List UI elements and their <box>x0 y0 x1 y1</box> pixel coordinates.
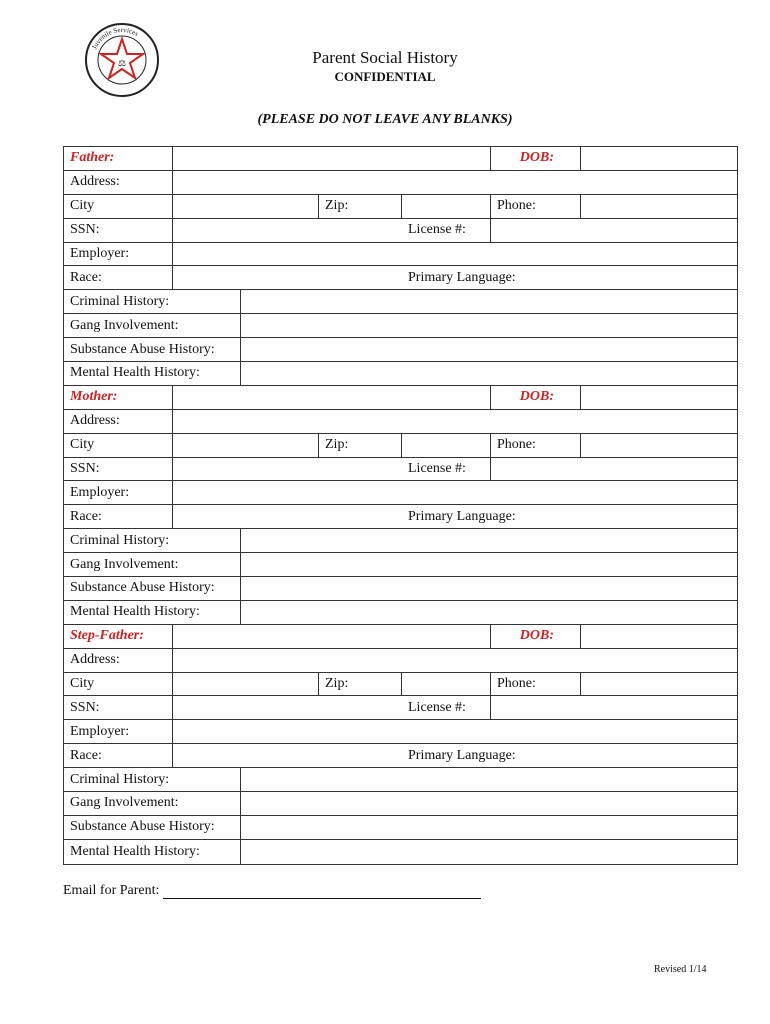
section-title: Father: <box>64 147 173 170</box>
ssn-row <box>64 219 737 243</box>
city-field[interactable] <box>173 434 319 457</box>
dob-label: DOB: <box>491 386 581 409</box>
section-header-row <box>64 386 737 410</box>
substance-abuse-row <box>64 577 737 601</box>
parent-history-form <box>63 146 738 865</box>
address-label: Address: <box>64 410 173 433</box>
dob-field[interactable] <box>581 147 737 170</box>
primary-language-field[interactable] <box>581 744 737 767</box>
race-label: Race: <box>64 505 173 528</box>
name-field[interactable] <box>173 147 491 170</box>
phone-label: Phone: <box>491 434 581 457</box>
phone-label: Phone: <box>491 673 581 696</box>
substance-abuse-label: Substance Abuse History: <box>64 338 241 361</box>
name-field[interactable] <box>173 625 491 648</box>
primary-language-label: Primary Language: <box>408 269 516 285</box>
employer-label: Employer: <box>64 243 173 266</box>
license-field[interactable] <box>491 696 737 719</box>
criminal-history-field[interactable] <box>241 768 737 791</box>
gang-involvement-label: Gang Involvement: <box>64 792 241 815</box>
criminal-history-row <box>64 290 737 314</box>
race-row <box>64 266 737 290</box>
substance-abuse-label: Substance Abuse History: <box>64 816 241 839</box>
employer-field[interactable] <box>173 481 737 504</box>
criminal-history-field[interactable] <box>241 529 737 552</box>
employer-field[interactable] <box>173 720 737 743</box>
city-field[interactable] <box>173 195 319 218</box>
city-row <box>64 434 737 458</box>
employer-row <box>64 243 737 267</box>
email-field[interactable] <box>163 884 481 899</box>
section-header-row <box>64 625 737 649</box>
city-field[interactable] <box>173 673 319 696</box>
race-label: Race: <box>64 266 173 289</box>
ssn-field[interactable] <box>173 219 402 242</box>
license-field[interactable] <box>491 219 737 242</box>
mental-health-field[interactable] <box>241 601 737 624</box>
city-row <box>64 673 737 697</box>
criminal-history-row <box>64 529 737 553</box>
employer-label: Employer: <box>64 720 173 743</box>
mental-health-label: Mental Health History: <box>64 840 241 864</box>
section-title: Step-Father: <box>64 625 173 648</box>
email-row <box>63 883 481 899</box>
city-label: City <box>64 673 173 696</box>
dob-field[interactable] <box>581 625 737 648</box>
race-row <box>64 505 737 529</box>
zip-field[interactable] <box>402 434 491 457</box>
address-label: Address: <box>64 171 173 194</box>
criminal-history-label: Criminal History: <box>64 768 241 791</box>
employer-row <box>64 720 737 744</box>
mental-health-label: Mental Health History: <box>64 362 241 385</box>
race-field[interactable] <box>173 266 402 289</box>
section-title: Mother: <box>64 386 173 409</box>
mental-health-row <box>64 840 737 864</box>
substance-abuse-field[interactable] <box>241 577 737 600</box>
zip-label: Zip: <box>319 673 402 696</box>
ssn-label: SSN: <box>64 696 173 719</box>
phone-field[interactable] <box>581 434 737 457</box>
criminal-history-label: Criminal History: <box>64 290 241 313</box>
ssn-label: SSN: <box>64 458 173 481</box>
gang-involvement-field[interactable] <box>241 553 737 576</box>
gang-involvement-field[interactable] <box>241 314 737 337</box>
page-title: Parent Social History <box>312 48 458 67</box>
address-field[interactable] <box>173 410 737 433</box>
svg-text:Juvenile Services: Juvenile Services <box>90 25 140 51</box>
criminal-history-field[interactable] <box>241 290 737 313</box>
ssn-row <box>64 696 737 720</box>
city-row <box>64 195 737 219</box>
mental-health-row <box>64 362 737 386</box>
race-field[interactable] <box>173 744 402 767</box>
ssn-label: SSN: <box>64 219 173 242</box>
substance-abuse-row <box>64 816 737 840</box>
gang-involvement-field[interactable] <box>241 792 737 815</box>
substance-abuse-field[interactable] <box>241 338 737 361</box>
address-label: Address: <box>64 649 173 672</box>
criminal-history-label: Criminal History: <box>64 529 241 552</box>
zip-label: Zip: <box>319 195 402 218</box>
substance-abuse-row <box>64 338 737 362</box>
license-field[interactable] <box>491 458 737 481</box>
primary-language-field[interactable] <box>581 505 737 528</box>
email-label: Email for Parent: <box>63 883 160 898</box>
mental-health-row <box>64 601 737 625</box>
city-label: City <box>64 434 173 457</box>
gang-involvement-row <box>64 792 737 816</box>
address-row <box>64 171 737 195</box>
address-row <box>64 410 737 434</box>
phone-field[interactable] <box>581 673 737 696</box>
dob-label: DOB: <box>491 147 581 170</box>
gang-involvement-label: Gang Involvement: <box>64 314 241 337</box>
primary-language-label: Primary Language: <box>408 747 516 763</box>
revision-note: Revised 1/14 <box>654 964 707 975</box>
dob-label: DOB: <box>491 625 581 648</box>
race-label: Race: <box>64 744 173 767</box>
license-label: License #: <box>402 458 491 481</box>
license-label: License #: <box>402 696 491 719</box>
license-label: License #: <box>402 219 491 242</box>
employer-field[interactable] <box>173 243 737 266</box>
mental-health-field[interactable] <box>241 362 737 385</box>
phone-label: Phone: <box>491 195 581 218</box>
primary-language-field[interactable] <box>581 266 737 289</box>
zip-field[interactable] <box>402 673 491 696</box>
substance-abuse-label: Substance Abuse History: <box>64 577 241 600</box>
ssn-row <box>64 458 737 482</box>
primary-language-label: Primary Language: <box>408 508 516 524</box>
ssn-field[interactable] <box>173 458 402 481</box>
confidential-label: CONFIDENTIAL <box>334 69 436 84</box>
section-header-row <box>64 147 737 171</box>
race-row <box>64 744 737 768</box>
address-field[interactable] <box>173 171 737 194</box>
race-field[interactable] <box>173 505 402 528</box>
address-field[interactable] <box>173 649 737 672</box>
phone-field[interactable] <box>581 195 737 218</box>
ssn-field[interactable] <box>173 696 402 719</box>
zip-label: Zip: <box>319 434 402 457</box>
gang-involvement-row <box>64 553 737 577</box>
employer-label: Employer: <box>64 481 173 504</box>
mental-health-label: Mental Health History: <box>64 601 241 624</box>
name-field[interactable] <box>173 386 491 409</box>
mental-health-field[interactable] <box>241 840 737 864</box>
svg-text:⚖: ⚖ <box>117 58 127 68</box>
instruction-text: (PLEASE DO NOT LEAVE ANY BLANKS) <box>257 112 513 127</box>
gang-involvement-label: Gang Involvement: <box>64 553 241 576</box>
city-label: City <box>64 195 173 218</box>
substance-abuse-field[interactable] <box>241 816 737 839</box>
zip-field[interactable] <box>402 195 491 218</box>
dob-field[interactable] <box>581 386 737 409</box>
employer-row <box>64 481 737 505</box>
criminal-history-row <box>64 768 737 792</box>
gang-involvement-row <box>64 314 737 338</box>
address-row <box>64 649 737 673</box>
